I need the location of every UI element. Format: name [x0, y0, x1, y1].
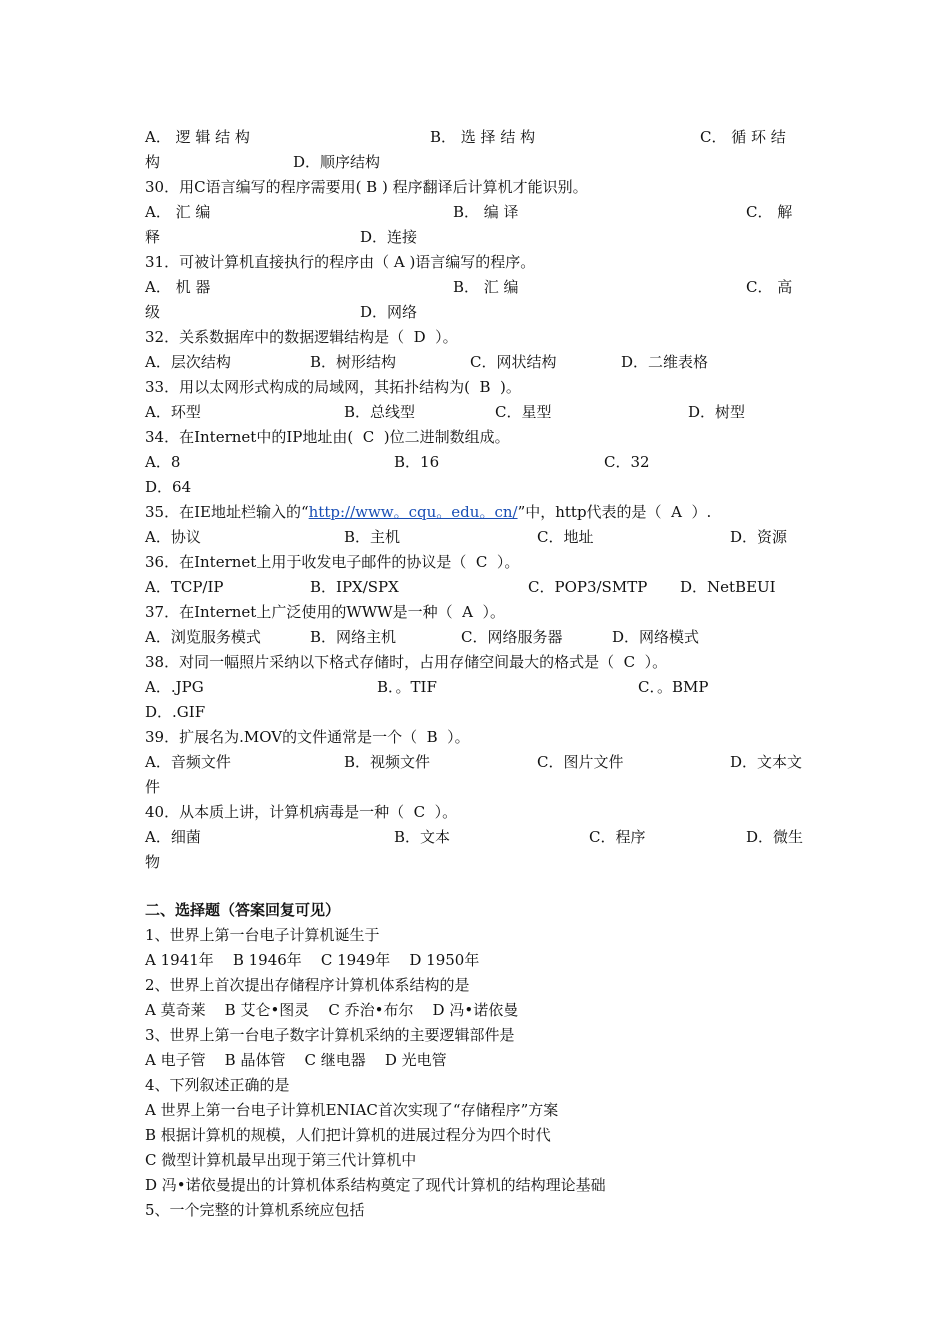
section2-line: 4、下列叙述正确的是	[145, 1076, 290, 1094]
q35-option-d: D．资源	[730, 528, 788, 546]
q34-option-b: B．16	[394, 453, 440, 471]
q37-option-a: A．浏览服务模式	[145, 628, 261, 646]
q29-option-b: B． 选 择 结 构	[430, 128, 536, 146]
q37-option-c: C．网络服务器	[461, 628, 563, 646]
q30-option-d: D．连接	[360, 228, 418, 246]
q31-stem: 31．可被计算机直接执行的程序由（ A )语言编写的程序。	[145, 253, 536, 271]
q30-stem: 30．用C语言编写的程序需要用( B ) 程序翻译后计算机才能识别。	[145, 178, 588, 196]
q35-url-link[interactable]: http://www。cqu。edu。cn/	[308, 503, 518, 521]
q35-stem-after: ”中，http代表的是（ A ）.	[517, 503, 712, 521]
q30-option-a: A． 汇 编	[145, 203, 211, 221]
q36-option-c: C．POP3/SMTP	[528, 578, 648, 596]
q39-option-a: A．音频文件	[145, 753, 231, 771]
q29-option-c: C． 循 环 结	[700, 128, 786, 146]
q30-option-c: C． 解	[746, 203, 793, 221]
section2-line: A 电子管 B 晶体管 C 继电器 D 光电管	[145, 1051, 447, 1069]
q37-stem: 37．在Internet上广泛使用的WWW是一种（ A ）。	[145, 603, 505, 621]
q39-stem: 39．扩展名为.MOV的文件通常是一个（ B ）。	[145, 728, 470, 746]
q38-stem: 38．对同一幅照片采纳以下格式存储时，占用存储空间最大的格式是（ C ）。	[145, 653, 668, 671]
q30-option-c-wrap: 释	[145, 228, 161, 246]
q35-stem	[145, 500, 711, 525]
section2-line: 2、世界上首次提出存储程序计算机体系结构的是	[145, 976, 470, 994]
q39-option-d: D．文本文	[730, 753, 803, 771]
q32-option-b: B．树形结构	[310, 353, 397, 371]
q31-option-c-wrap: 级	[145, 303, 161, 321]
q34-stem: 34．在Internet中的IP地址由( C )位二进制数组成。	[145, 428, 510, 446]
q36-option-b: B．IPX/SPX	[310, 578, 399, 596]
section2-line: 5、一个完整的计算机系统应包括	[145, 1201, 365, 1219]
q33-option-b: B．总线型	[344, 403, 416, 421]
q31-option-c: C． 高	[746, 278, 793, 296]
section2-heading: 二、选择题（答案回复可见）	[145, 901, 341, 919]
q35-option-c: C．地址	[537, 528, 594, 546]
q39-option-d-wrap: 件	[145, 778, 161, 796]
q29-option-a: A． 逻 辑 结 构	[145, 128, 250, 146]
q36-option-a: A．TCP/IP	[145, 578, 224, 596]
q35-option-a: A．协议	[145, 528, 201, 546]
q39-option-c: C．图片文件	[537, 753, 624, 771]
q38-option-b: B．。TIF	[377, 678, 437, 696]
q40-option-c: C．程序	[589, 828, 646, 846]
q31-option-d: D．网络	[360, 303, 418, 321]
q40-option-d-wrap: 物	[145, 853, 161, 871]
q34-option-d: D．64	[145, 478, 192, 496]
q33-option-d: D．树型	[688, 403, 746, 421]
q30-option-b: B． 编 译	[453, 203, 519, 221]
section2-line: C 微型计算机最早出现于第三代计算机中	[145, 1151, 417, 1169]
q33-stem: 33．用以太网形式构成的局域网，其拓扑结构为( B )。	[145, 378, 521, 396]
q31-option-b: B． 汇 编	[453, 278, 519, 296]
q35-stem-before: 35．在IE地址栏输入的“	[145, 503, 309, 521]
q38-option-d: D．.GIF	[145, 703, 206, 721]
q29-option-d: D．顺序结构	[293, 153, 381, 171]
q39-option-b: B．视频文件	[344, 753, 431, 771]
q33-option-c: C．星型	[495, 403, 552, 421]
q34-option-c: C．32	[604, 453, 650, 471]
q40-option-d: D．微生	[746, 828, 804, 846]
q38-option-a: A．.JPG	[145, 678, 204, 696]
q33-option-a: A．环型	[145, 403, 201, 421]
q36-option-d: D．NetBEUI	[680, 578, 776, 596]
q40-option-a: A．细菌	[145, 828, 201, 846]
q38-option-c: C．。BMP	[638, 678, 709, 696]
section2-line: D 冯•诺依曼提出的计算机体系结构奠定了现代计算机的结构理论基础	[145, 1176, 606, 1194]
q34-option-a: A．8	[145, 453, 181, 471]
q37-option-d: D．网络模式	[612, 628, 700, 646]
q37-option-b: B．网络主机	[310, 628, 397, 646]
q40-stem: 40．从本质上讲，计算机病毒是一种（ C ）。	[145, 803, 458, 821]
q32-stem: 32．关系数据库中的数据逻辑结构是（ D ）。	[145, 328, 458, 346]
section2-line: A 1941年 B 1946年 C 1949年 D 1950年	[145, 951, 480, 969]
q36-stem: 36．在Internet上用于收发电子邮件的协议是（ C ）。	[145, 553, 520, 571]
q35-option-b: B．主机	[344, 528, 401, 546]
q40-option-b: B．文本	[394, 828, 451, 846]
q29-option-c-wrap: 构	[145, 153, 161, 171]
q31-option-a: A． 机 器	[145, 278, 211, 296]
section2-line: A 莫奇莱 B 艾仑•图灵 C 乔治•布尔 D 冯•诺依曼	[145, 1001, 519, 1019]
section2-line: A 世界上第一台电子计算机ENIAC首次实现了“存储程序”方案	[145, 1101, 559, 1119]
q32-option-a: A．层次结构	[145, 353, 231, 371]
q32-option-d: D．二维表格	[621, 353, 709, 371]
q32-option-c: C．网状结构	[470, 353, 557, 371]
section2-line: 3、世界上第一台电子数字计算机采纳的主要逻辑部件是	[145, 1026, 515, 1044]
section2-line: 1、世界上第一台电子计算机诞生于	[145, 926, 380, 944]
section2-line: B 根据计算机的规模，人们把计算机的进展过程分为四个时代	[145, 1126, 551, 1144]
